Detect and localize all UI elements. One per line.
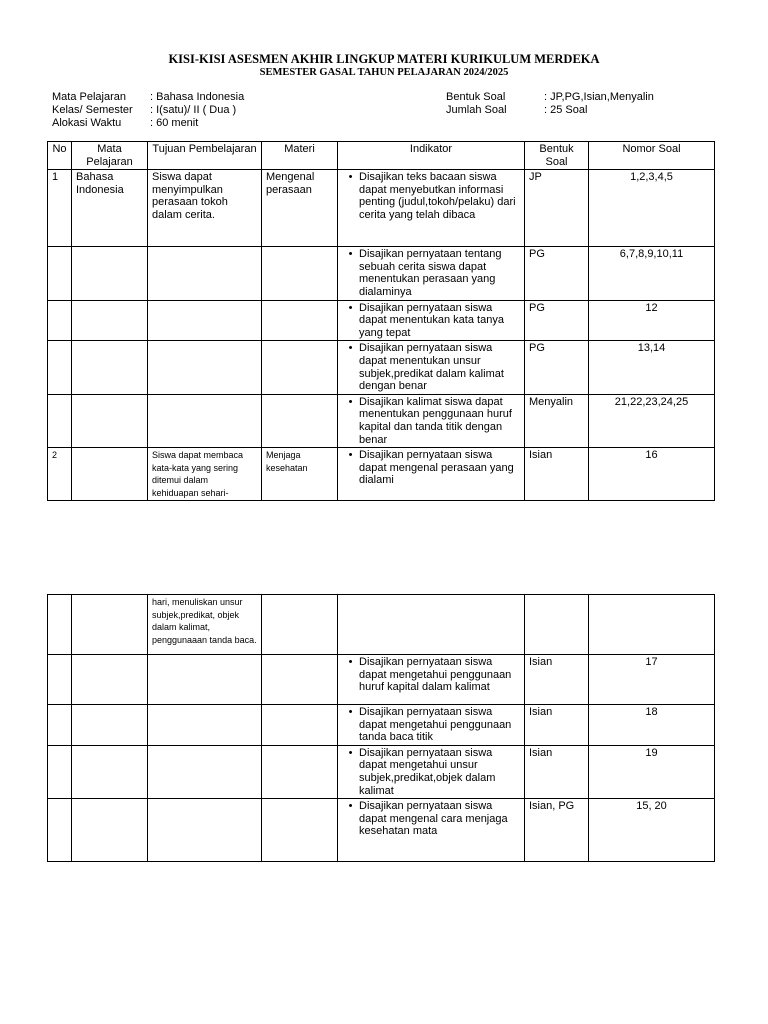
cell-no bbox=[48, 300, 72, 341]
table-row bbox=[48, 799, 715, 862]
indicator-text: Disajikan pernyataan siswa dapat mengenal cara menjaga kesehatan mata bbox=[359, 800, 508, 838]
header-material: Materi bbox=[262, 142, 338, 170]
table-row bbox=[48, 595, 715, 655]
cell-material bbox=[262, 300, 338, 341]
cell-objective bbox=[148, 745, 262, 798]
cell-subject bbox=[72, 247, 148, 300]
indicator-item bbox=[342, 706, 520, 744]
cell-question-number: 12 bbox=[589, 300, 715, 341]
cell-question-type bbox=[525, 595, 589, 655]
info-label: Kelas/ Semester bbox=[52, 104, 133, 116]
cell-indicator bbox=[338, 341, 525, 394]
cell-question-type: Isian bbox=[525, 655, 589, 705]
cell-question-type: PG bbox=[525, 300, 589, 341]
cell-no: 2 bbox=[48, 448, 72, 501]
cell-subject bbox=[72, 341, 148, 394]
header-no: No bbox=[48, 142, 72, 170]
cell-subject bbox=[72, 595, 148, 655]
indicator-item bbox=[342, 449, 520, 487]
info-left bbox=[52, 91, 244, 130]
cell-material bbox=[262, 745, 338, 798]
cell-question-type: Isian bbox=[525, 705, 589, 746]
bullet-icon: • bbox=[348, 706, 353, 718]
header-subject: Mata Pelajaran bbox=[72, 142, 148, 170]
cell-objective bbox=[148, 300, 262, 341]
cell-subject bbox=[72, 799, 148, 862]
indicator-item bbox=[342, 747, 520, 797]
cell-question-number: 21,22,23,24,25 bbox=[589, 394, 715, 447]
cell-question-type: JP bbox=[525, 170, 589, 247]
cell-subject: Bahasa Indonesia bbox=[72, 170, 148, 247]
cell-subject bbox=[72, 655, 148, 705]
bullet-icon: • bbox=[348, 301, 353, 314]
info-question-count-row bbox=[446, 104, 654, 117]
cell-question-type: PG bbox=[525, 341, 589, 394]
cell-objective bbox=[148, 247, 262, 300]
cell-no bbox=[48, 655, 72, 705]
cell-no bbox=[48, 799, 72, 862]
indicator-item bbox=[342, 171, 520, 221]
bullet-icon: • bbox=[348, 746, 353, 759]
document-title: KISI-KISI ASESMEN AKHIR LINGKUP MATERI KURIKULUM MERDEKA bbox=[168, 52, 600, 66]
info-right bbox=[446, 91, 654, 117]
cell-objective: hari, menuliskan unsur subjek,predikat, objek dalam kalimat, penggunaaan tanda baca. bbox=[148, 595, 262, 655]
cell-objective bbox=[148, 705, 262, 746]
cell-question-number: 18 bbox=[589, 705, 715, 746]
info-label: Jumlah Soal bbox=[446, 104, 507, 116]
info-value: : I(satu)/ II ( Dua ) bbox=[150, 104, 237, 116]
cell-material: Mengenal perasaan bbox=[262, 170, 338, 247]
info-value: : 25 Soal bbox=[544, 104, 588, 116]
table-row bbox=[48, 705, 715, 746]
table-row bbox=[48, 247, 715, 300]
table-row bbox=[48, 300, 715, 341]
bullet-icon: • bbox=[348, 656, 353, 668]
info-value: : Bahasa Indonesia bbox=[150, 91, 245, 103]
indicator-item bbox=[342, 656, 520, 694]
cell-no bbox=[48, 341, 72, 394]
table-row bbox=[48, 394, 715, 447]
cell-question-number: 6,7,8,9,10,11 bbox=[589, 247, 715, 300]
cell-indicator bbox=[338, 745, 525, 798]
table-row bbox=[48, 655, 715, 705]
cell-indicator bbox=[338, 799, 525, 862]
cell-objective bbox=[148, 655, 262, 705]
cell-objective bbox=[148, 799, 262, 862]
cell-no bbox=[48, 247, 72, 300]
cell-objective: Siswa dapat membaca kata-kata yang sering ditemui dalam kehiduapan sehari- bbox=[148, 448, 262, 501]
info-value: : 60 menit bbox=[150, 117, 199, 129]
cell-question-type: Isian, PG bbox=[525, 799, 589, 862]
cell-no bbox=[48, 705, 72, 746]
header-objective: Tujuan Pembelajaran bbox=[148, 142, 262, 170]
cell-question-number: 15, 20 bbox=[589, 799, 715, 862]
info-class-row bbox=[52, 104, 244, 117]
bullet-icon: • bbox=[348, 449, 353, 462]
kisi-kisi-table-continued bbox=[47, 594, 715, 862]
cell-indicator bbox=[338, 394, 525, 447]
cell-subject bbox=[72, 300, 148, 341]
info-time-row bbox=[52, 117, 244, 130]
cell-no bbox=[48, 394, 72, 447]
cell-objective: Siswa dapat menyimpulkan perasaan tokoh dalam cerita. bbox=[148, 170, 262, 247]
cell-subject bbox=[72, 705, 148, 746]
indicator-text: Disajikan teks bacaan siswa dapat menyebutkan informasi penting (judul,tokoh/pelaku) dari cerita yang telah dibaca bbox=[359, 171, 516, 221]
indicator-text: Disajikan pernyataan siswa dapat menentukan kata tanya yang tepat bbox=[359, 301, 504, 339]
cell-material bbox=[262, 341, 338, 394]
cell-question-number: 17 bbox=[589, 655, 715, 705]
cell-subject bbox=[72, 745, 148, 798]
cell-indicator bbox=[338, 170, 525, 247]
table-header-row bbox=[48, 142, 715, 170]
cell-question-type: Isian bbox=[525, 745, 589, 798]
cell-question-type: PG bbox=[525, 247, 589, 300]
cell-question-type: Menyalin bbox=[525, 394, 589, 447]
header-question-number: Nomor Soal bbox=[589, 142, 715, 170]
indicator-text: Disajikan pernyataan siswa dapat mengetahui unsur subjek,predikat,objek dalam kalimat bbox=[359, 746, 496, 797]
indicator-item bbox=[342, 248, 520, 298]
cell-question-number: 19 bbox=[589, 745, 715, 798]
bullet-icon: • bbox=[348, 800, 353, 813]
indicator-text: Disajikan pernyataan siswa dapat mengetahui penggunaan huruf kapital dalam kalimat bbox=[359, 656, 512, 694]
cell-material bbox=[262, 799, 338, 862]
header-question-type: Bentuk Soal bbox=[525, 142, 589, 170]
cell-indicator bbox=[338, 448, 525, 501]
document-subtitle: SEMESTER GASAL TAHUN PELAJARAN 2024/2025 bbox=[259, 67, 509, 78]
cell-indicator bbox=[338, 300, 525, 341]
table-row bbox=[48, 341, 715, 394]
info-question-type-row bbox=[446, 91, 654, 104]
cell-material bbox=[262, 655, 338, 705]
info-label: Mata Pelajaran bbox=[52, 91, 126, 103]
cell-material bbox=[262, 595, 338, 655]
info-label: Bentuk Soal bbox=[446, 91, 506, 103]
bullet-icon: • bbox=[348, 171, 353, 184]
cell-objective bbox=[148, 394, 262, 447]
indicator-text: Disajikan pernyataan siswa dapat menentukan unsur subjek,predikat dalam kalimat dengan benar bbox=[359, 342, 504, 393]
indicator-text: Disajikan pernyataan siswa dapat mengenal perasaan yang dialami bbox=[359, 449, 514, 487]
bullet-icon: • bbox=[348, 395, 353, 408]
cell-question-number: 16 bbox=[589, 448, 715, 501]
cell-no bbox=[48, 745, 72, 798]
bullet-icon: • bbox=[348, 248, 353, 261]
cell-objective bbox=[148, 341, 262, 394]
info-value: : JP,PG,Isian,Menyalin bbox=[544, 91, 654, 103]
header-indicator: Indikator bbox=[338, 142, 525, 170]
cell-material bbox=[262, 705, 338, 746]
cell-question-type: Isian bbox=[525, 448, 589, 501]
cell-no bbox=[48, 595, 72, 655]
cell-material bbox=[262, 247, 338, 300]
cell-question-number: 1,2,3,4,5 bbox=[589, 170, 715, 247]
bullet-icon: • bbox=[348, 342, 353, 355]
table-row bbox=[48, 745, 715, 798]
cell-indicator bbox=[338, 705, 525, 746]
table-row bbox=[48, 170, 715, 247]
cell-no: 1 bbox=[48, 170, 72, 247]
indicator-item bbox=[342, 800, 520, 838]
cell-indicator bbox=[338, 247, 525, 300]
info-label: Alokasi Waktu bbox=[52, 117, 122, 129]
indicator-item bbox=[342, 302, 520, 340]
table-row bbox=[48, 448, 715, 501]
cell-question-number bbox=[589, 595, 715, 655]
info-subject-row bbox=[52, 91, 244, 104]
indicator-text: Disajikan pernyataan siswa dapat mengetahui penggunaan tanda baca titik bbox=[359, 706, 512, 744]
cell-subject bbox=[72, 448, 148, 501]
cell-indicator bbox=[338, 595, 525, 655]
indicator-text: Disajikan kalimat siswa dapat menentukan penggunaan huruf kapital dan tanda titik dengan benar bbox=[359, 395, 512, 446]
indicator-text: Disajikan pernyataan tentang sebuah cerita siswa dapat menentukan perasaan yang dialaminya bbox=[359, 248, 502, 298]
cell-subject bbox=[72, 394, 148, 447]
indicator-item bbox=[342, 342, 520, 392]
kisi-kisi-table bbox=[47, 141, 715, 501]
cell-indicator bbox=[338, 655, 525, 705]
indicator-item bbox=[342, 396, 520, 446]
cell-material: Menjaga kesehatan bbox=[262, 448, 338, 501]
cell-question-number: 13,14 bbox=[589, 341, 715, 394]
cell-material bbox=[262, 394, 338, 447]
